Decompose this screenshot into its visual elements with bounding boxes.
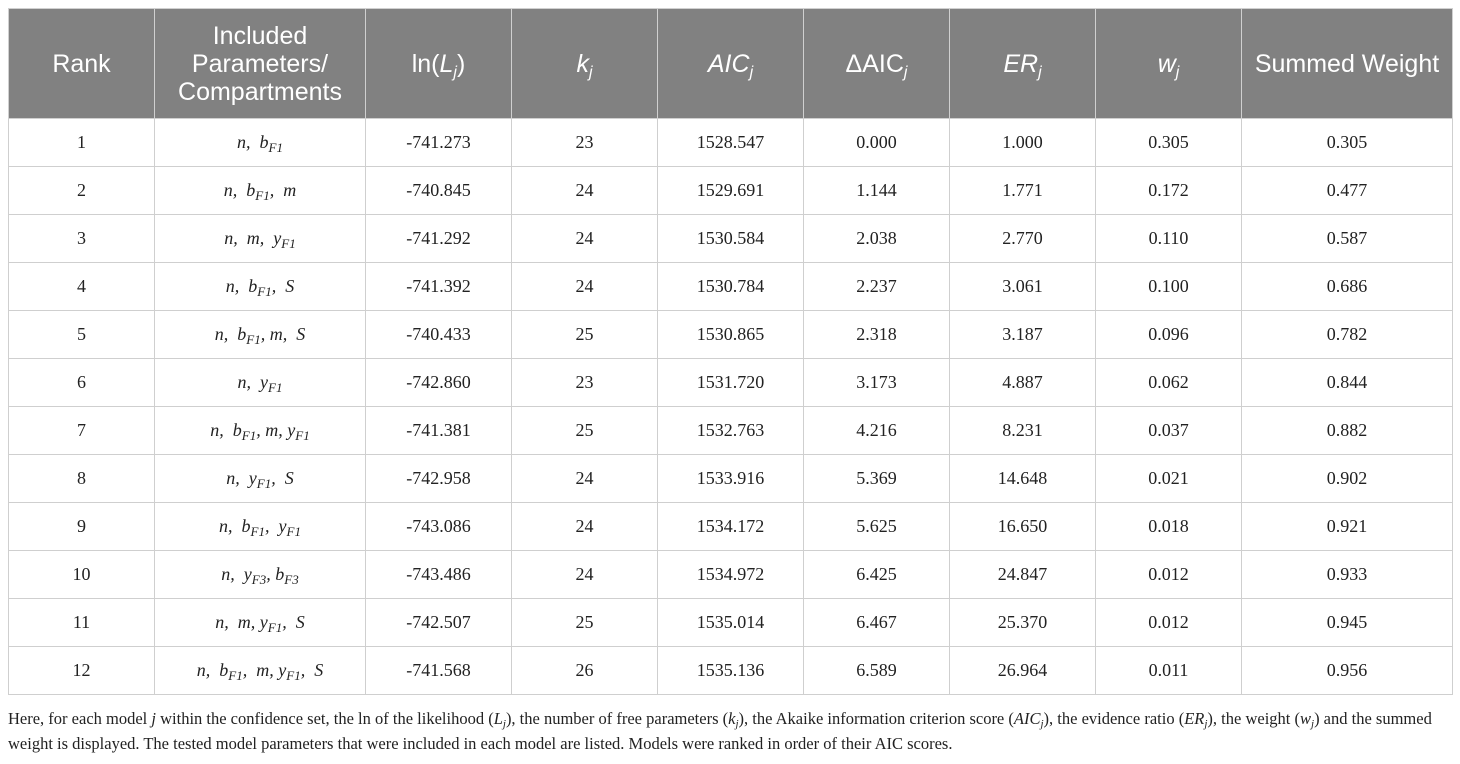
cell-er: 4.887	[950, 359, 1096, 407]
cell-summed: 0.945	[1242, 599, 1453, 647]
cell-k: 24	[512, 215, 658, 263]
cell-w: 0.062	[1096, 359, 1242, 407]
cell-er: 3.061	[950, 263, 1096, 311]
cell-aic: 1535.014	[658, 599, 804, 647]
cell-rank: 4	[9, 263, 155, 311]
cell-ln-l: -743.086	[366, 503, 512, 551]
cell-delta-aic: 2.038	[804, 215, 950, 263]
cell-k: 25	[512, 599, 658, 647]
cell-er: 8.231	[950, 407, 1096, 455]
cell-summed: 0.587	[1242, 215, 1453, 263]
cell-w: 0.018	[1096, 503, 1242, 551]
table-caption: Here, for each model j within the confidence set, the ln of the likelihood $(L_j)$, the number of free parameters $(k_j)$, the Akaike information criterion score $(AIC_j)$, the evidence ratio $(ER_j)$, the weight $(w_j)$ and the summed weight is displayed. The tested model parameters that were included in each model are listed. Models were ranked in order of their AIC scores.	[8, 709, 1432, 753]
cell-aic: 1534.972	[658, 551, 804, 599]
cell-ln-l: -742.958	[366, 455, 512, 503]
cell-er: 1.771	[950, 167, 1096, 215]
cell-er: 16.650	[950, 503, 1096, 551]
cell-delta-aic: 5.369	[804, 455, 950, 503]
cell-summed: 0.844	[1242, 359, 1453, 407]
cell-params: n, $y_{F3}$, $b_{F3}$	[155, 551, 366, 599]
cell-summed: 0.933	[1242, 551, 1453, 599]
cell-k: 26	[512, 647, 658, 695]
cell-summed: 0.305	[1242, 119, 1453, 167]
cell-ln-l: -741.381	[366, 407, 512, 455]
table-row	[9, 215, 1453, 263]
cell-er: 26.964	[950, 647, 1096, 695]
cell-rank: 8	[9, 455, 155, 503]
cell-ln-l: -742.507	[366, 599, 512, 647]
cell-params: n, $b_{F1}$	[155, 119, 366, 167]
cell-aic: 1531.720	[658, 359, 804, 407]
cell-params: n, $y_{F1}$	[155, 359, 366, 407]
header-er: $ER_j$	[950, 9, 1096, 119]
table-row	[9, 263, 1453, 311]
cell-rank: 12	[9, 647, 155, 695]
header-aic: $AIC_j$	[658, 9, 804, 119]
header-k: $k_j$	[512, 9, 658, 119]
cell-w: 0.037	[1096, 407, 1242, 455]
cell-ln-l: -743.486	[366, 551, 512, 599]
cell-k: 24	[512, 551, 658, 599]
cell-w: 0.011	[1096, 647, 1242, 695]
cell-delta-aic: 5.625	[804, 503, 950, 551]
cell-aic: 1532.763	[658, 407, 804, 455]
header-row	[9, 9, 1453, 119]
cell-w: 0.096	[1096, 311, 1242, 359]
cell-k: 24	[512, 263, 658, 311]
header-delta-aic: $\Delta AIC_j$	[804, 9, 950, 119]
cell-params: n, $b_{F1}$, m, S	[155, 311, 366, 359]
table-row	[9, 359, 1453, 407]
cell-params: n, m, $y_{F1}$, S	[155, 599, 366, 647]
table-row	[9, 311, 1453, 359]
cell-k: 24	[512, 503, 658, 551]
cell-k: 23	[512, 119, 658, 167]
cell-params: n, $b_{F1}$, m, $y_{F1}$	[155, 407, 366, 455]
cell-rank: 10	[9, 551, 155, 599]
cell-delta-aic: 2.237	[804, 263, 950, 311]
header-summed-weight: Summed Weight	[1242, 9, 1453, 119]
cell-rank: 3	[9, 215, 155, 263]
cell-rank: 1	[9, 119, 155, 167]
cell-aic: 1530.865	[658, 311, 804, 359]
cell-w: 0.012	[1096, 599, 1242, 647]
cell-ln-l: -742.860	[366, 359, 512, 407]
cell-summed: 0.921	[1242, 503, 1453, 551]
cell-delta-aic: 6.589	[804, 647, 950, 695]
cell-w: 0.110	[1096, 215, 1242, 263]
cell-rank: 5	[9, 311, 155, 359]
cell-aic: 1530.784	[658, 263, 804, 311]
table-row	[9, 167, 1453, 215]
cell-params: n, $y_{F1}$, S	[155, 455, 366, 503]
cell-rank: 6	[9, 359, 155, 407]
cell-er: 25.370	[950, 599, 1096, 647]
cell-summed: 0.782	[1242, 311, 1453, 359]
cell-ln-l: -741.292	[366, 215, 512, 263]
cell-params: n, $b_{F1}$, S	[155, 263, 366, 311]
cell-k: 25	[512, 311, 658, 359]
cell-er: 1.000	[950, 119, 1096, 167]
cell-w: 0.305	[1096, 119, 1242, 167]
table-row	[9, 551, 1453, 599]
cell-w: 0.100	[1096, 263, 1242, 311]
cell-k: 24	[512, 455, 658, 503]
cell-delta-aic: 2.318	[804, 311, 950, 359]
cell-er: 2.770	[950, 215, 1096, 263]
results-table-container	[8, 8, 1452, 695]
cell-delta-aic: 6.467	[804, 599, 950, 647]
cell-aic: 1530.584	[658, 215, 804, 263]
cell-k: 25	[512, 407, 658, 455]
cell-er: 24.847	[950, 551, 1096, 599]
cell-summed: 0.902	[1242, 455, 1453, 503]
header-rank: Rank	[9, 9, 155, 119]
cell-delta-aic: 1.144	[804, 167, 950, 215]
cell-aic: 1533.916	[658, 455, 804, 503]
cell-ln-l: -741.392	[366, 263, 512, 311]
cell-aic: 1535.136	[658, 647, 804, 695]
cell-rank: 11	[9, 599, 155, 647]
cell-w: 0.021	[1096, 455, 1242, 503]
cell-summed: 0.477	[1242, 167, 1453, 215]
table-row	[9, 503, 1453, 551]
table-row	[9, 455, 1453, 503]
cell-params: n, $b_{F1}$, $y_{F1}$	[155, 503, 366, 551]
cell-w: 0.172	[1096, 167, 1242, 215]
cell-rank: 2	[9, 167, 155, 215]
cell-ln-l: -741.273	[366, 119, 512, 167]
cell-rank: 9	[9, 503, 155, 551]
table-row	[9, 119, 1453, 167]
cell-delta-aic: 4.216	[804, 407, 950, 455]
cell-summed: 0.686	[1242, 263, 1453, 311]
cell-k: 23	[512, 359, 658, 407]
cell-k: 24	[512, 167, 658, 215]
table-row	[9, 407, 1453, 455]
cell-summed: 0.956	[1242, 647, 1453, 695]
header-ln-likelihood: $\ln(L_j)$	[366, 9, 512, 119]
cell-er: 14.648	[950, 455, 1096, 503]
cell-er: 3.187	[950, 311, 1096, 359]
cell-aic: 1528.547	[658, 119, 804, 167]
table-row	[9, 647, 1453, 695]
cell-ln-l: -741.568	[366, 647, 512, 695]
cell-params: n, m, $y_{F1}$	[155, 215, 366, 263]
cell-delta-aic: 3.173	[804, 359, 950, 407]
cell-ln-l: -740.433	[366, 311, 512, 359]
table-row	[9, 599, 1453, 647]
header-parameters: Included Parameters/ Compartments	[155, 9, 366, 119]
cell-aic: 1534.172	[658, 503, 804, 551]
cell-delta-aic: 0.000	[804, 119, 950, 167]
cell-params: n, $b_{F1}$, m	[155, 167, 366, 215]
aic-results-table	[8, 8, 1453, 695]
cell-delta-aic: 6.425	[804, 551, 950, 599]
cell-rank: 7	[9, 407, 155, 455]
cell-params: n, $b_{F1}$, m, $y_{F1}$, S	[155, 647, 366, 695]
cell-ln-l: -740.845	[366, 167, 512, 215]
cell-w: 0.012	[1096, 551, 1242, 599]
header-w: $w_j$	[1096, 9, 1242, 119]
cell-aic: 1529.691	[658, 167, 804, 215]
cell-summed: 0.882	[1242, 407, 1453, 455]
